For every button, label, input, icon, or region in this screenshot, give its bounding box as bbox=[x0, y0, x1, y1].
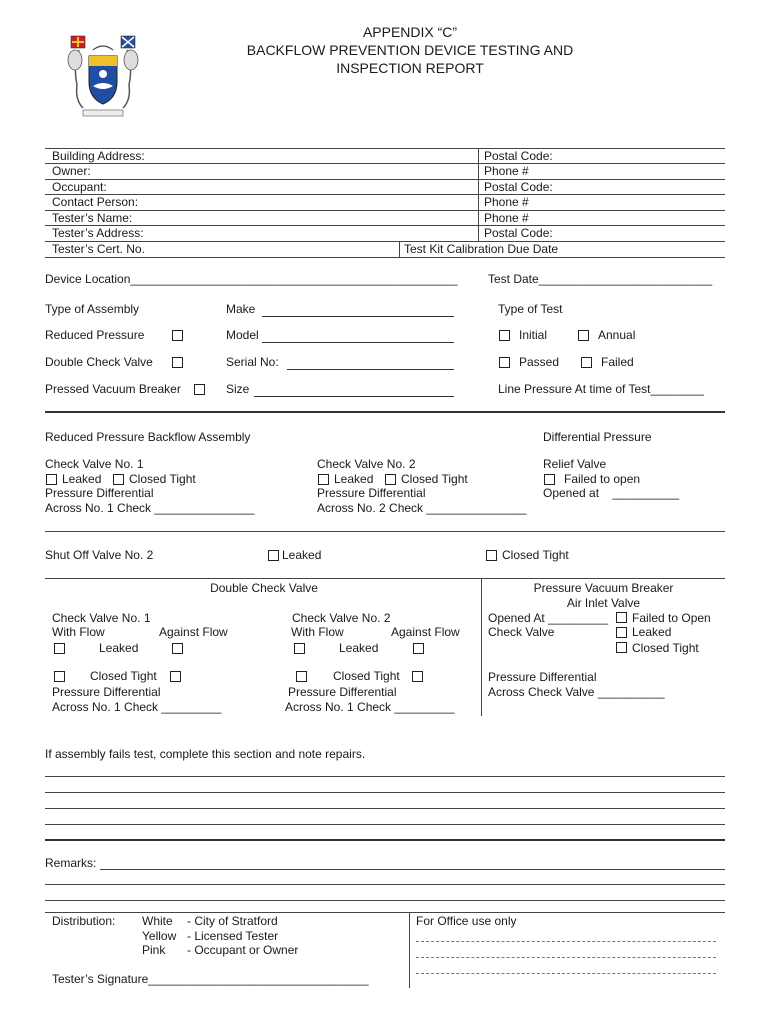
distribution-white-label: White bbox=[142, 914, 173, 928]
type-of-assembly-label: Type of Assembly bbox=[45, 302, 140, 316]
pvb-opened-at-field[interactable]: Opened At _________ bbox=[488, 611, 609, 625]
size-input-line[interactable] bbox=[254, 396, 454, 397]
rpba-cv1-closed-checkbox[interactable] bbox=[113, 474, 124, 485]
postal-code-field[interactable]: Postal Code: bbox=[484, 180, 553, 194]
model-label: Model bbox=[226, 328, 259, 342]
pvb-failed-open-checkbox[interactable] bbox=[616, 612, 627, 623]
testers-cert-field[interactable]: Tester’s Cert. No. bbox=[52, 242, 145, 256]
distribution-white-recipient: - City of Stratford bbox=[187, 914, 278, 928]
reduced-pressure-label: Reduced Pressure bbox=[45, 328, 145, 342]
report-title-line2: INSPECTION REPORT bbox=[336, 60, 484, 76]
device-location-field[interactable]: Device Location_________________________________________________ bbox=[45, 272, 458, 286]
remarks-line[interactable] bbox=[100, 869, 725, 870]
relief-failed-open-label: Failed to open bbox=[564, 472, 641, 486]
pvb-closed-label: Closed Tight bbox=[632, 641, 699, 655]
shutoff-closed-label: Closed Tight bbox=[502, 548, 569, 562]
office-use-line[interactable] bbox=[416, 957, 716, 958]
dcv-heading: Double Check Valve bbox=[210, 581, 318, 595]
testers-signature-field[interactable]: Tester’s Signature_________________________________ bbox=[52, 972, 369, 986]
rpba-cv2-pressure-differential-label: Pressure Differential bbox=[317, 486, 426, 500]
report-title-line1: BACKFLOW PREVENTION DEVICE TESTING AND bbox=[246, 42, 574, 58]
section-divider bbox=[45, 411, 725, 413]
postal-code-field[interactable]: Postal Code: bbox=[484, 226, 553, 240]
dcv-cv1-against-flow-closed-checkbox[interactable] bbox=[170, 671, 181, 682]
distribution-office-divider bbox=[409, 912, 410, 988]
distribution-yellow-recipient: - Licensed Tester bbox=[187, 929, 279, 943]
dcv-cv2-pressure-differential-label: Pressure Differential bbox=[288, 685, 397, 699]
dcv-cv2-against-flow-closed-checkbox[interactable] bbox=[412, 671, 423, 682]
double-check-valve-label: Double Check Valve bbox=[45, 355, 153, 369]
line-pressure-field[interactable]: Line Pressure At time of Test________ bbox=[498, 382, 704, 396]
dcv-cv2-with-flow-closed-checkbox[interactable] bbox=[296, 671, 307, 682]
make-label: Make bbox=[226, 302, 256, 316]
dcv-cv2-against-flow-leaked-checkbox[interactable] bbox=[413, 643, 424, 654]
testers-name-field[interactable]: Tester’s Name: bbox=[52, 211, 133, 225]
dcv-cv1-with-flow-closed-checkbox[interactable] bbox=[54, 671, 65, 682]
size-label: Size bbox=[226, 382, 250, 396]
test-date-field[interactable]: Test Date__________________________ bbox=[488, 272, 713, 286]
shutoff-leaked-label: Leaked bbox=[282, 548, 322, 562]
passed-label: Passed bbox=[519, 355, 560, 369]
dcv-cv1-against-flow-leaked-checkbox[interactable] bbox=[172, 643, 183, 654]
rpba-check-valve-1-label: Check Valve No. 1 bbox=[45, 457, 144, 471]
passed-checkbox[interactable] bbox=[499, 357, 510, 368]
city-crest-logo bbox=[63, 30, 143, 122]
dcv-cv2-with-flow-label: With Flow bbox=[291, 625, 344, 639]
dcv-cv1-closed-label: Closed Tight bbox=[90, 669, 157, 683]
pvb-leaked-label: Leaked bbox=[632, 625, 672, 639]
failed-checkbox[interactable] bbox=[581, 357, 592, 368]
repairs-line[interactable] bbox=[45, 808, 725, 809]
pvb-across-check-valve-field[interactable]: Across Check Valve __________ bbox=[488, 685, 665, 699]
type-of-test-label: Type of Test bbox=[498, 302, 563, 316]
rpba-heading: Reduced Pressure Backflow Assembly bbox=[45, 430, 251, 444]
dcv-cv1-against-flow-label: Against Flow bbox=[159, 625, 228, 639]
pressed-vacuum-breaker-checkbox[interactable] bbox=[194, 384, 205, 395]
rpba-cv1-leaked-checkbox[interactable] bbox=[46, 474, 57, 485]
phone-field[interactable]: Phone # bbox=[484, 164, 529, 178]
repairs-instruction: If assembly fails test, complete this section and note repairs. bbox=[45, 747, 366, 761]
info-row-divider bbox=[45, 163, 725, 164]
info-row-divider bbox=[45, 225, 725, 226]
postal-code-field[interactable]: Postal Code: bbox=[484, 149, 553, 163]
dcv-check-valve-2-label: Check Valve No. 2 bbox=[292, 611, 391, 625]
info-row-divider bbox=[45, 179, 725, 180]
dcv-cv1-with-flow-label: With Flow bbox=[52, 625, 105, 639]
rpba-cv2-leaked-label: Leaked bbox=[334, 472, 374, 486]
rpba-cv2-leaked-checkbox[interactable] bbox=[318, 474, 329, 485]
dcv-cv1-with-flow-leaked-checkbox[interactable] bbox=[54, 643, 65, 654]
section-divider bbox=[45, 912, 725, 913]
remarks-label: Remarks: bbox=[45, 856, 97, 870]
dcv-cv1-pressure-differential-label: Pressure Differential bbox=[52, 685, 161, 699]
pvb-heading: Pressure Vacuum Breaker bbox=[533, 581, 674, 595]
appendix-title: APPENDIX “C” bbox=[362, 24, 458, 40]
info-column-divider-last bbox=[399, 241, 400, 257]
rpba-cv2-closed-checkbox[interactable] bbox=[385, 474, 396, 485]
rpba-cv2-closed-label: Closed Tight bbox=[401, 472, 468, 486]
dcv-cv2-closed-label: Closed Tight bbox=[333, 669, 400, 683]
section-divider bbox=[45, 839, 725, 841]
dcv-cv1-leaked-label: Leaked bbox=[99, 641, 139, 655]
pvb-closed-checkbox[interactable] bbox=[616, 642, 627, 653]
pvb-pressure-differential-label: Pressure Differential bbox=[488, 670, 597, 684]
shut-off-valve-label: Shut Off Valve No. 2 bbox=[45, 548, 154, 562]
dcv-cv1-across-field[interactable]: Across No. 1 Check _________ bbox=[52, 700, 222, 714]
model-input-line[interactable] bbox=[262, 342, 454, 343]
pvb-leaked-checkbox[interactable] bbox=[616, 627, 627, 638]
relief-opened-at-field[interactable]: Opened at __________ bbox=[543, 486, 680, 500]
office-use-line[interactable] bbox=[416, 973, 716, 974]
dcv-cv2-against-flow-label: Against Flow bbox=[391, 625, 460, 639]
info-row-divider bbox=[45, 241, 725, 242]
initial-label: Initial bbox=[519, 328, 548, 342]
dcv-cv2-leaked-label: Leaked bbox=[339, 641, 379, 655]
shutoff-leaked-checkbox[interactable] bbox=[268, 550, 279, 561]
contact-person-field[interactable]: Contact Person: bbox=[52, 195, 139, 209]
distribution-pink-recipient: - Occupant or Owner bbox=[187, 943, 299, 957]
serial-no-input-line[interactable] bbox=[287, 369, 454, 370]
pvb-subheading: Air Inlet Valve bbox=[566, 596, 641, 610]
make-input-line[interactable] bbox=[262, 316, 454, 317]
pvb-check-valve-label: Check Valve bbox=[488, 625, 555, 639]
section-divider bbox=[45, 578, 725, 579]
repairs-line[interactable] bbox=[45, 776, 725, 777]
office-use-label: For Office use only bbox=[416, 914, 517, 928]
distribution-label: Distribution: bbox=[52, 914, 116, 928]
remarks-line[interactable] bbox=[45, 900, 725, 901]
dcv-cv2-across-field[interactable]: Across No. 1 Check _________ bbox=[285, 700, 455, 714]
serial-no-label: Serial No: bbox=[226, 355, 279, 369]
shutoff-closed-checkbox[interactable] bbox=[486, 550, 497, 561]
reduced-pressure-checkbox[interactable] bbox=[172, 330, 183, 341]
distribution-yellow-label: Yellow bbox=[142, 929, 177, 943]
dcv-cv2-with-flow-leaked-checkbox[interactable] bbox=[294, 643, 305, 654]
double-check-valve-checkbox[interactable] bbox=[172, 357, 183, 368]
office-use-line[interactable] bbox=[416, 941, 716, 942]
info-column-divider bbox=[478, 148, 479, 242]
test-kit-calibration-field[interactable]: Test Kit Calibration Due Date bbox=[404, 242, 559, 256]
annual-checkbox[interactable] bbox=[578, 330, 589, 341]
failed-label: Failed bbox=[601, 355, 634, 369]
relief-valve-label: Relief Valve bbox=[543, 457, 607, 471]
info-bottom-border bbox=[45, 257, 725, 258]
info-row-divider bbox=[45, 210, 725, 211]
section-divider bbox=[45, 531, 725, 532]
rpba-cv1-leaked-label: Leaked bbox=[62, 472, 102, 486]
rpba-across-no1-field[interactable]: Across No. 1 Check _______________ bbox=[45, 501, 255, 515]
phone-field[interactable]: Phone # bbox=[484, 211, 529, 225]
annual-label: Annual bbox=[598, 328, 636, 342]
initial-checkbox[interactable] bbox=[499, 330, 510, 341]
repairs-line[interactable] bbox=[45, 792, 725, 793]
pvb-failed-open-label: Failed to Open bbox=[632, 611, 711, 625]
rpba-cv1-closed-label: Closed Tight bbox=[129, 472, 196, 486]
phone-field[interactable]: Phone # bbox=[484, 195, 529, 209]
differential-pressure-heading: Differential Pressure bbox=[543, 430, 652, 444]
occupant-field[interactable]: Occupant: bbox=[52, 180, 107, 194]
info-top-border bbox=[45, 148, 725, 149]
building-address-field[interactable]: Building Address: bbox=[52, 149, 145, 163]
pressed-vacuum-breaker-label: Pressed Vacuum Breaker bbox=[45, 382, 181, 396]
dcv-check-valve-1-label: Check Valve No. 1 bbox=[52, 611, 151, 625]
distribution-pink-label: Pink bbox=[142, 943, 166, 957]
rpba-across-no2-field[interactable]: Across No. 2 Check _______________ bbox=[317, 501, 527, 515]
remarks-line[interactable] bbox=[45, 884, 725, 885]
info-row-divider bbox=[45, 194, 725, 195]
owner-field[interactable]: Owner: bbox=[52, 164, 91, 178]
rpba-cv1-pressure-differential-label: Pressure Differential bbox=[45, 486, 154, 500]
repairs-line[interactable] bbox=[45, 824, 725, 825]
rpba-check-valve-2-label: Check Valve No. 2 bbox=[317, 457, 416, 471]
testers-address-field[interactable]: Tester’s Address: bbox=[52, 226, 144, 240]
relief-failed-open-checkbox[interactable] bbox=[544, 474, 555, 485]
